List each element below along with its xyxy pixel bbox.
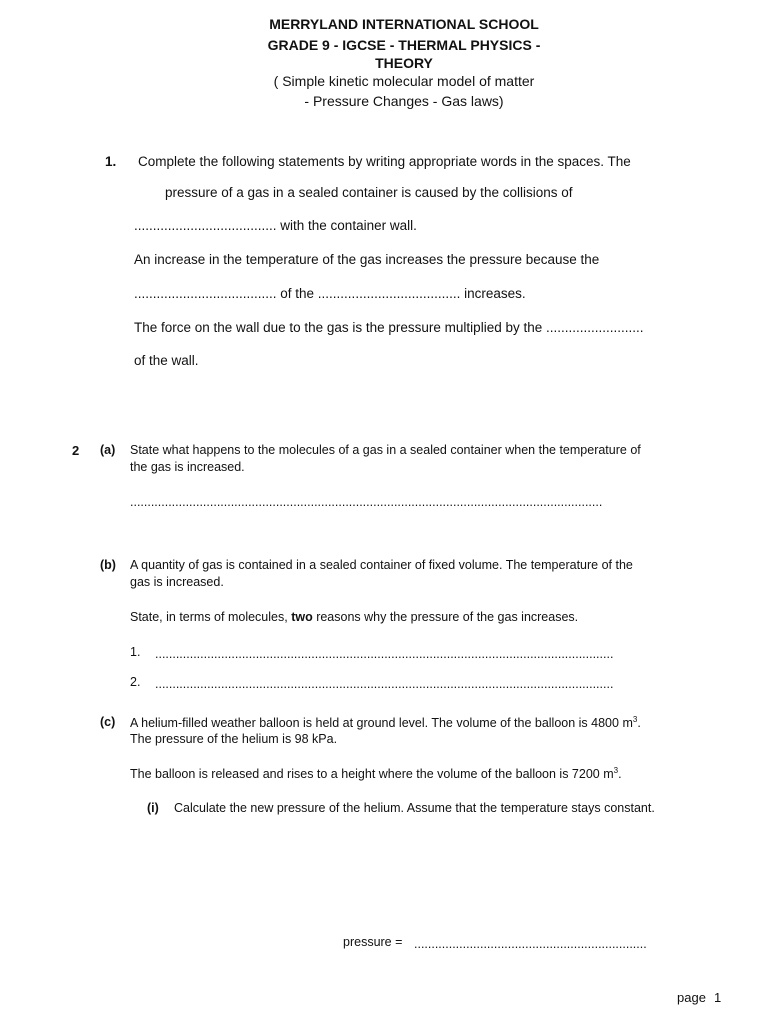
q2b-instruction-bold: two — [291, 610, 313, 624]
q1-line5: ...................................... of the ...................................... increases. — [134, 286, 526, 301]
q2ci-label: (i) — [147, 801, 159, 815]
q2c-text-1-main: A helium-filled weather balloon is held at ground level. The volume of the balloon is 4800 m — [130, 716, 633, 731]
q2a-label: (a) — [100, 443, 116, 457]
q2b-item2-number: 2. — [130, 675, 141, 689]
q2c-text-3 — [130, 766, 622, 781]
topic-subtitle-2: - Pressure Changes - Gas laws) — [304, 93, 504, 109]
q2b-instruction-pre: State, in terms of molecules, — [130, 610, 292, 624]
q2c-text-1-end: . — [637, 716, 641, 731]
q1-line2: pressure of a gas in a sealed container is caused by the collisions of — [165, 185, 573, 200]
theory-title: THEORY — [375, 55, 433, 71]
pressure-answer-line[interactable]: ................................................................... — [414, 937, 647, 951]
q1-line7: of the wall. — [134, 353, 199, 368]
q2a-text-2: the gas is increased. — [130, 460, 245, 474]
q2c-text-3-main: The balloon is released and rises to a height where the volume of the balloon is 7200 m — [130, 767, 614, 782]
q2-number: 2 — [72, 443, 80, 458]
q2c-text-2: The pressure of the helium is 98 kPa. — [130, 732, 338, 746]
q2b-text-1: A quantity of gas is contained in a sealed container of fixed volume. The temperature of the — [130, 558, 633, 572]
q2b-instruction — [130, 610, 578, 624]
q1-line6: The force on the wall due to the gas is the pressure multiplied by the .......................... — [134, 320, 644, 335]
pressure-label: pressure = — [343, 935, 403, 949]
page-number: 1 — [714, 990, 722, 1005]
q2b-item1-number: 1. — [130, 645, 141, 659]
q2c-text-1 — [130, 715, 641, 730]
school-name: MERRYLAND INTERNATIONAL SCHOOL — [269, 16, 539, 32]
q2c-label: (c) — [100, 715, 116, 729]
q2b-text-2: gas is increased. — [130, 575, 224, 589]
q2b-instruction-post: reasons why the pressure of the gas increases. — [312, 610, 579, 624]
q1-number: 1. — [105, 154, 117, 169]
page-label: page — [677, 990, 706, 1005]
q1-line4: An increase in the temperature of the gas increases the pressure because the — [134, 252, 600, 267]
q2c-text-1-sup: 3 — [632, 715, 638, 724]
q2ci-text: Calculate the new pressure of the helium. Assume that the temperature stays constant. — [174, 801, 655, 815]
q1-line3: ...................................... with the container wall. — [134, 218, 417, 233]
q2b-item1-answer-line[interactable]: .................................................................................................................................... — [155, 647, 614, 661]
q2c-text-3-sup: 3 — [613, 766, 619, 775]
q1-intro: Complete the following statements by writing appropriate words in the spaces. The — [138, 154, 631, 169]
q2a-text-1: State what happens to the molecules of a gas in a sealed container when the temperature of — [130, 443, 641, 457]
q2b-label: (b) — [100, 558, 116, 572]
q2b-item2-answer-line[interactable]: .................................................................................................................................... — [155, 677, 614, 691]
q2c-text-3-end: . — [618, 767, 622, 782]
grade-title: GRADE 9 - IGCSE - THERMAL PHYSICS - — [267, 37, 541, 53]
q2a-answer-line[interactable]: ........................................................................................................................................ — [130, 495, 603, 509]
topic-subtitle-1: ( Simple kinetic molecular model of matter — [273, 73, 535, 89]
